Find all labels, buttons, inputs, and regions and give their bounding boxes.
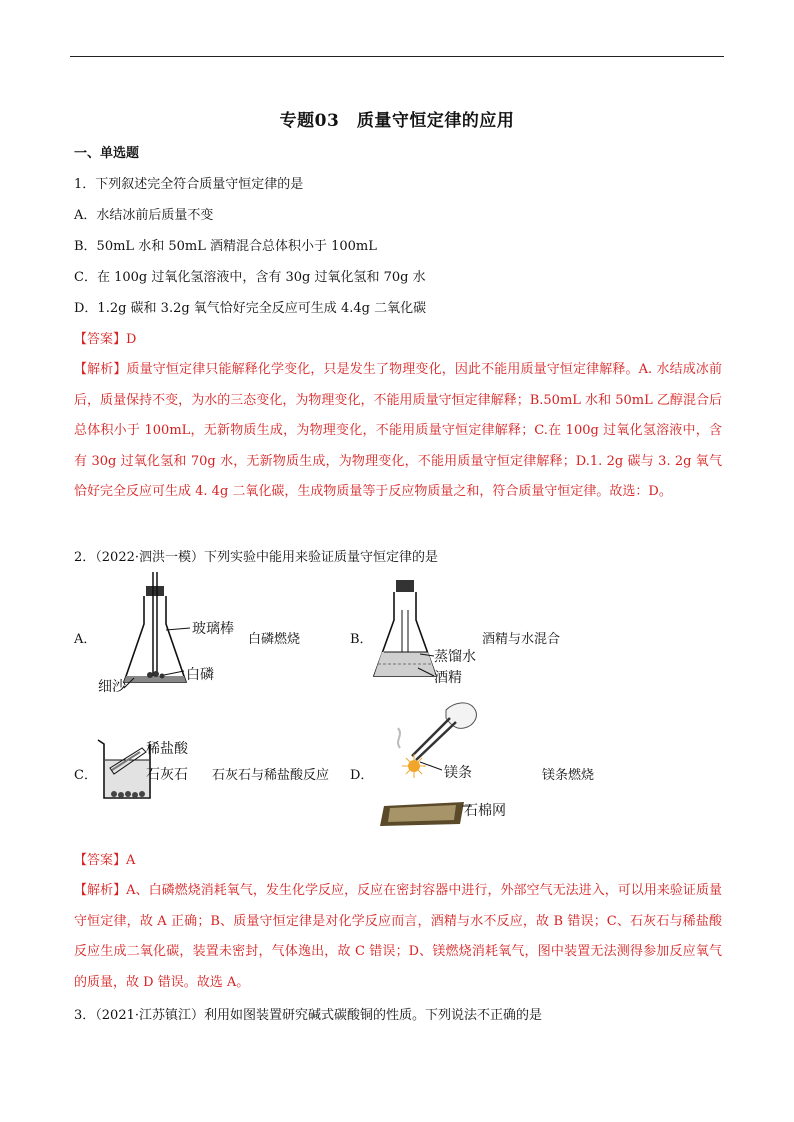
q1-stem: 1．下列叙述完全符合质量守恒定律的是 [74, 177, 304, 192]
q3-stem: 3．（2021·江苏镇江）利用如图装置研究碱式碳酸铜的性质。下列说法不正确的是 [74, 1008, 542, 1023]
page-title: 专题03 质量守恒定律的应用 [279, 111, 515, 131]
label-alcohol: 酒精 [434, 670, 462, 686]
label-magnesium-strip: 镁条 [444, 765, 472, 781]
q2-answer-value: A [126, 853, 136, 868]
q1-option-b: B．50mL 水和 50mL 酒精混合总体积小于 100mL [74, 239, 377, 254]
q2-analysis-text: A、白磷燃烧消耗氧气，发生化学反应，反应在密封容器中进行，外部空气无法进入，可以用来验证质量守恒定律，故 A 正确；B、质量守恒定律是对化学反应而言，酒精与水不反应，故 B 错误；C、石灰石与稀盐酸反应生成二氧化碳，装置未密封，气体逸出，故 C 错误；D、镁燃烧消耗氧气，图中装置无法测得参加反应氧气的质量，故 D 错误。故选 A。 [74, 883, 722, 990]
q1-analysis-text: 质量守恒定律只能解释化学变化，只是发生了物理变化，因此不能用质量守恒定律解释。A. 水结成冰前后，质量保持不变，为水的三态变化，为物理变化，不能用质量守恒定律解释；B.50mL 水和 50mL 乙醇混合后总体积小于 100mL，无新物质生成，为物理变化，不能用质量守恒定律解释；C.在 100g 过氧化氢溶液中，含有 30g 过氧化氢和 70g 水，无新物质生成，为物理变化，不能用质量守恒定律解释；D.1. 2g 碳与 3. 2g 氧气恰好完全反应可生成 4. 4g 二氧化碳，生成物质量等于反应物质量之和，符合质量守恒定律。故选：D。 [74, 362, 722, 499]
label-dilute-hcl: 稀盐酸 [146, 741, 188, 757]
q2-analysis-label: 【解析】 [74, 883, 127, 898]
section-heading: 一、单选题 [74, 146, 140, 161]
label-fine-sand: 细沙 [98, 679, 126, 695]
label-white-phosphorus: 白磷 [186, 667, 214, 683]
q2-option-c-letter: C． [74, 768, 97, 783]
q2-stem: 2．（2022·泗洪一模）下列实验中能用来验证质量守恒定律的是 [74, 550, 438, 565]
label-limestone: 石灰石 [146, 767, 188, 783]
q1-analysis [74, 355, 722, 508]
q2-option-a-letter: A． [74, 632, 97, 647]
q1-option-d: D．1.2g 碳和 3.2g 氧气恰好完全反应可生成 4.4g 二氧化碳 [74, 301, 427, 316]
q2-answer [74, 851, 135, 871]
q2-option-a-caption: 白磷燃烧 [248, 632, 301, 647]
q2-option-b-letter: B． [350, 632, 373, 647]
q2-option-c-caption: 石灰石与稀盐酸反应 [212, 768, 330, 783]
q1-option-a: A．水结冰前后质量不变 [74, 208, 214, 223]
q1-answer-value: D [126, 332, 137, 347]
label-glass-rod: 玻璃棒 [192, 621, 234, 637]
q1-option-c: C．在 100g 过氧化氢溶液中，含有 30g 过氧化氢和 70g 水 [74, 270, 426, 285]
label-asbestos-net: 石棉网 [464, 803, 506, 819]
q2-option-d-letter: D． [350, 768, 374, 783]
q2-option-d-caption: 镁条燃烧 [542, 768, 595, 783]
q1-answer [74, 330, 136, 350]
q1-answer-label: 【答案】 [74, 332, 127, 347]
header-rule [70, 56, 724, 57]
q1-analysis-label: 【解析】 [74, 362, 127, 377]
label-distilled-water: 蒸馏水 [434, 649, 476, 665]
q2-analysis [74, 876, 722, 998]
q2-option-b-caption: 酒精与水混合 [482, 632, 561, 647]
q2-answer-label: 【答案】 [74, 853, 127, 868]
